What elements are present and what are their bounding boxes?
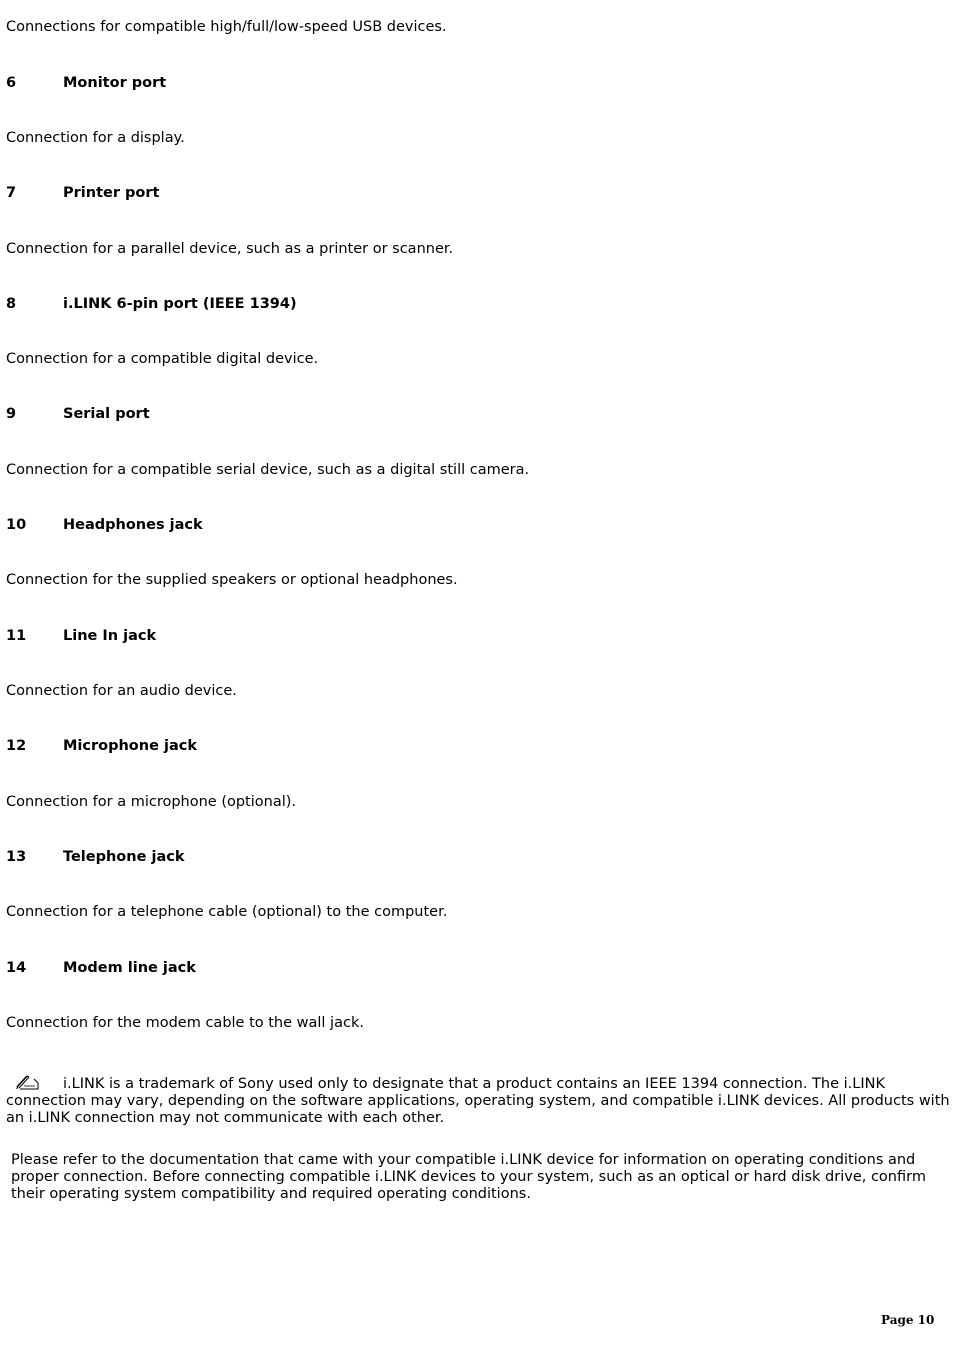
item-number: 9 [6,406,17,422]
item-description: Connection for a compatible serial device, such as a digital still camera. [6,462,530,478]
item-title: Monitor port [63,75,167,91]
item-heading [6,627,156,645]
item-title: Printer port [63,185,160,201]
item-heading [6,959,196,977]
item-number: 14 [6,960,27,976]
intro-text: Connections for compatible high/full/low-speed USB devices. [6,19,447,35]
item-description: Connection for a parallel device, such as a printer or scanner. [6,241,454,257]
item-description: Connection for the supplied speakers or optional headphones. [6,572,458,588]
followup-paragraph: Please refer to the documentation that came with your compatible i.LINK device for information on operating conditions and proper connection. Before connecting compatible i.LINK devices to your system, such as an optical or hard disk drive, confirm their operating system compatibility and required operating conditions. [11,1152,926,1202]
item-heading [6,848,184,866]
item-title: Serial port [63,406,150,422]
note-pencil-icon [6,1076,63,1093]
item-title: Modem line jack [63,960,196,976]
item-number: 6 [6,75,17,91]
item-title: Headphones jack [63,517,203,533]
item-description: Connection for an audio device. [6,683,237,699]
item-title: Telephone jack [63,849,185,865]
item-description: Connection for a microphone (optional). [6,794,297,810]
item-heading [6,737,197,755]
item-number: 10 [6,517,27,533]
item-description: Connection for a display. [6,130,185,146]
item-description: Connection for the modem cable to the wall jack. [6,1015,364,1031]
item-number: 13 [6,849,27,865]
item-heading [6,516,203,534]
item-title: Line In jack [63,628,157,644]
item-description: Connection for a telephone cable (optional) to the computer. [6,904,448,920]
item-number: 7 [6,185,17,201]
item-heading [6,405,150,423]
item-number: 11 [6,628,27,644]
page-number: Page 10 [881,1313,935,1327]
item-heading [6,184,159,202]
item-number: 12 [6,738,27,754]
item-number: 8 [6,296,17,312]
item-heading [6,74,166,92]
item-title: Microphone jack [63,738,197,754]
note-text: i.LINK is a trademark of Sony used only to designate that a product contains an IEEE 1394 connection. The i.LINK connection may vary, depending on the software applications, operating system, and compatible i.LINK devices. All products with an i.LINK connection may not communicate with each other. [6,1076,950,1126]
item-description: Connection for a compatible digital device. [6,351,319,367]
item-heading [6,295,297,313]
note-block [6,1076,950,1127]
item-title: i.LINK 6-pin port (IEEE 1394) [63,296,297,312]
